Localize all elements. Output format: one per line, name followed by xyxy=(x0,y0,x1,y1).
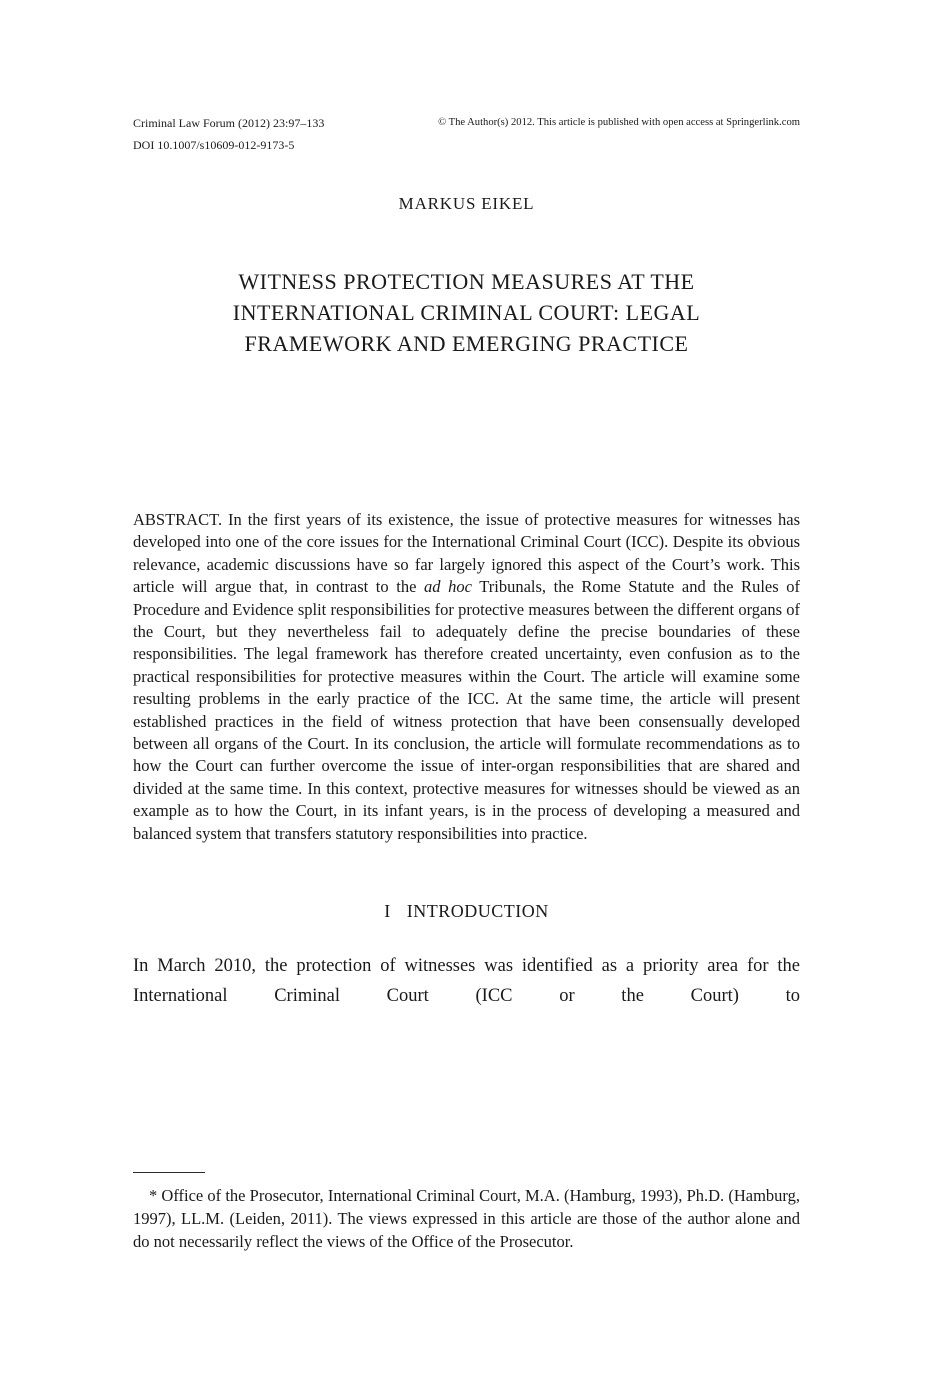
intro-paragraph: In March 2010, the protection of witnesses was identified as a priority area for the International Criminal Court (ICC or the Court) to xyxy=(133,956,800,1007)
article-title xyxy=(133,266,800,359)
author-name: MARKUS EIKEL xyxy=(398,194,535,213)
journal-citation: Criminal Law Forum (2012) 23:97–133 xyxy=(133,116,325,130)
footnote-marker: * xyxy=(149,1186,158,1205)
section-heading xyxy=(133,899,800,923)
article-title-line-2: INTERNATIONAL CRIMINAL COURT: LEGAL xyxy=(232,300,701,325)
article-title-line-3: FRAMEWORK AND EMERGING PRACTICE xyxy=(244,331,689,356)
section-title: INTRODUCTION xyxy=(406,901,549,922)
doi-line: DOI 10.1007/s10609-012-9173-5 xyxy=(133,138,295,152)
journal-citation-block xyxy=(133,112,324,156)
footnote-text: Office of the Prosecutor, International Criminal Court, M.A. (Hamburg, 1993), Ph.D. (Hamburg, 1997), LL.M. (Leiden, 2011). The views expressed in this article are those of the author alone and do not necessarily reflect the views of the Office of the Prosecutor. xyxy=(133,1186,800,1251)
footnote-rule xyxy=(133,1172,205,1173)
section-number: I xyxy=(384,901,391,922)
copyright-notice: © The Author(s) 2012. This article is published with open access at Springerlink.com xyxy=(438,117,800,128)
abstract-italic-phrase: ad hoc xyxy=(424,577,472,597)
author-footnote xyxy=(133,1184,800,1253)
article-title-line-1: WITNESS PROTECTION MEASURES AT THE xyxy=(238,269,695,294)
journal-header xyxy=(133,112,800,156)
abstract-label: ABSTRACT. xyxy=(133,510,223,529)
footnote-area xyxy=(133,1172,800,1253)
abstract-text-part-1: In the first years of its existence, the issue of protective measures for witnesses has developed into one of the core issues for the International Criminal Court (ICC). Despite its obvious relevance, academic discussions have so far largely ignored this aspect of the Court’s work. This article will argue that, in contrast to the xyxy=(133,510,800,597)
abstract-text-part-2: Tribunals, the Rome Statute and the Rules of Procedure and Evidence split responsibilities for protective measures between the different organs of the Court, but they nevertheless fail to adequately define the precise boundaries of these responsibilities. The legal framework has therefore created uncertainty, even confusion as to the practical responsibilities for protective measures within the Court. The article will examine some resulting problems in the early practice of the ICC. At the same time, the article will present established practices in the field of witness protection that have been consensually developed between all organs of the Court. In its conclusion, the article will formulate recommendations as to how the Court can further overcome the issue of inter-organ responsibilities that are shared and divided at the same time. In this context, protective measures for witnesses should be viewed as an example as to how the Court, in its infant years, is in the process of developing a measured and balanced system that transfers statutory responsibilities into practice. xyxy=(133,577,800,843)
abstract xyxy=(133,509,800,845)
